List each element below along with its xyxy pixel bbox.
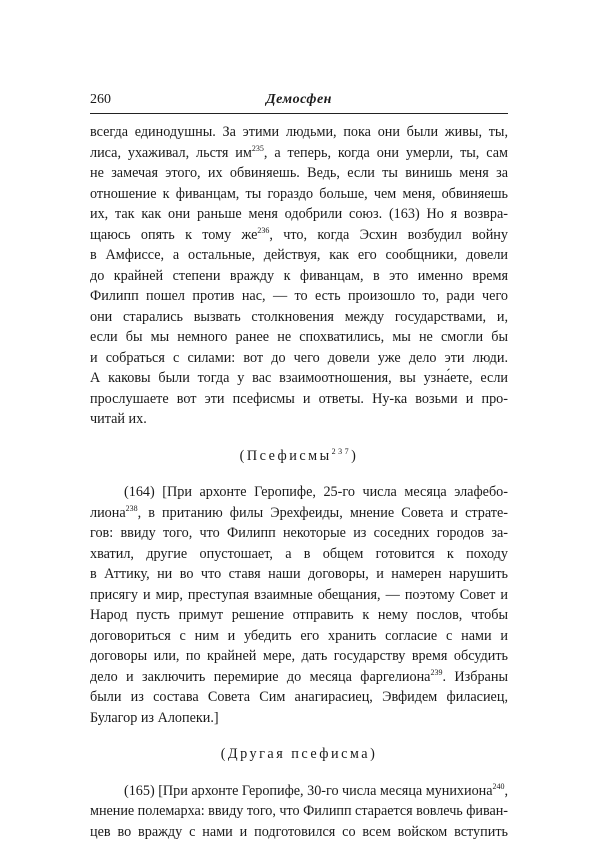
text-line: в Амфиссе, а остальные, действуя, как его сообщники, довели	[90, 245, 508, 266]
footnote-ref: 238	[126, 504, 138, 513]
text-line: щаюсь опять к тому $же^{236}$, что, когда Эсхин возбудил войну	[90, 225, 508, 246]
text-line: Народ пусть примут решение отправить к нему послов, чтобы	[90, 605, 508, 626]
text-line: (164) [При архонте Геропифе, 25-го числа месяца элафебо-	[90, 482, 508, 503]
page-header	[90, 92, 508, 112]
text-line: Филипп пошел против нас, — то есть произошло то, ради чего	[90, 286, 508, 307]
paragraph-1	[90, 122, 508, 430]
text-line: до крайней степени вражду к фиванцам, в это именно время	[90, 266, 508, 287]
text-line: отношение к фиванцам, ты гораздо больше, чем меня, обвиняешь	[90, 184, 508, 205]
footnote-ref: 237	[332, 447, 352, 456]
text-line: мнение полемарха: ввиду того, что Филипп старается вовлечь фиван-	[90, 801, 508, 822]
text-line: если бы мы немного ранее не спохватились, мы не смогли бы	[90, 327, 508, 348]
text-line: лиса, ухаживал, льстя $им^{235}$, а теперь, когда они умерли, ты, сам	[90, 143, 508, 164]
page-number: 260	[90, 92, 111, 108]
text-line: в Аттику, ни во что ставя наши договоры, и намерен нарушить	[90, 564, 508, 585]
page-body	[90, 122, 508, 842]
text-line: прослушаете вот эти псефисмы и ответы. Ну-ка возьми и про-	[90, 389, 508, 410]
text-line: гов: ввиду того, что Филипп некоторые из соседних городов за-	[90, 523, 508, 544]
footnote-ref: 235	[252, 144, 264, 153]
text-line: (165) [При архонте Геропифе, 30-го числа месяца мунихиона$^{240}$,	[90, 781, 508, 802]
text-line: присягу и мир, преступая взаимные обещания, — поэтому Совет и	[90, 585, 508, 606]
section-heading-other-psephism: (Другая псефисма)	[90, 744, 508, 765]
paragraph-3	[90, 781, 508, 842]
text-line: и собраться с силами: вот до чего довели уже дело эти люди.	[90, 348, 508, 369]
text-line: их, так как они раньше меня одобрили союз. (163) Но я возвра-	[90, 204, 508, 225]
header-rule	[90, 113, 508, 114]
running-title: Демосфен	[90, 92, 508, 108]
text-line: цев во вражду с нами и подготовился со всем войском вступить	[90, 822, 508, 842]
paragraph-2	[90, 482, 508, 728]
text-line: договоры или, по крайней мере, дать государству время обсудить	[90, 646, 508, 667]
section-heading-psephisms: (Псефисмы$^{237}$)	[90, 446, 508, 467]
text-line: были из состава Совета Сим анагирасиец, Эвфидем филасиец,	[90, 687, 508, 708]
footnote-ref: 236	[257, 226, 269, 235]
text-line: Булагор из Алопеки.]	[90, 708, 508, 729]
text-line: хватил, другие опустошает, а в общем готовится к походу	[90, 544, 508, 565]
text-line: читай их.	[90, 409, 508, 430]
footnote-ref: 239	[430, 668, 442, 677]
text-line: А каковы были тогда у вас взаимоотношения, вы узна́ете, если	[90, 368, 508, 389]
text-line: они старались вызвать столкновения между государствами, и,	[90, 307, 508, 328]
text-line: дело и заключить перемирие до месяца фаргелиона$^{239}$. Избраны	[90, 667, 508, 688]
text-line: договориться с ним и убедить его хранить согласие с нами и	[90, 626, 508, 647]
footnote-ref: 240	[493, 782, 505, 791]
text-line: всегда единодушны. За этими людьми, пока они были живы, ты,	[90, 122, 508, 143]
text-line: лиона$^{238}$, в пританию филы Эрехфеиды, мнение Совета и страте-	[90, 503, 508, 524]
text-line: не замечая этого, их обвиняешь. Ведь, если ты винишь меня за	[90, 163, 508, 184]
